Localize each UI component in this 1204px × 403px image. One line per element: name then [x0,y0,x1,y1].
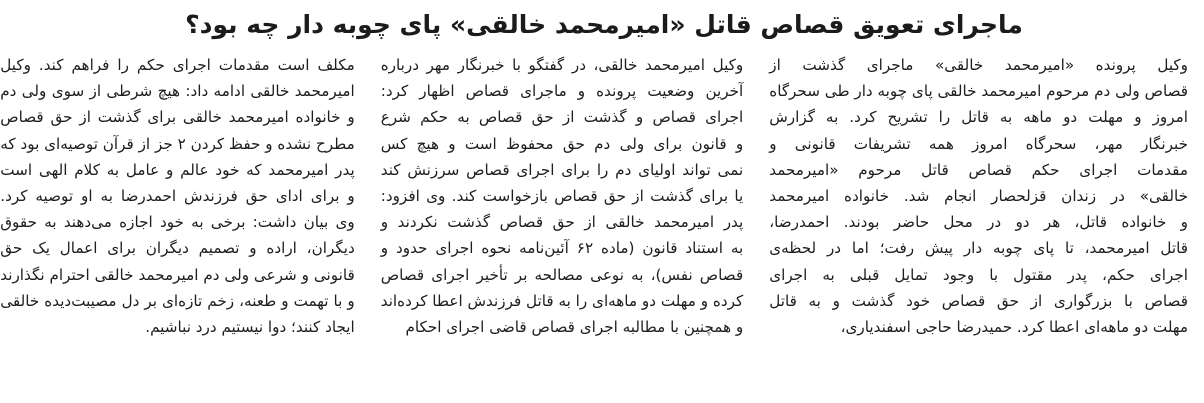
article-line: و همچنین با مطالبه اجرای قصاص قاضی اجرای احکام [405,317,744,336]
article-column-3 [0,52,354,397]
article-line: وی بیان داشت: برخی به خود اجازه می‌دهند به حقوق [0,213,355,232]
article-line: قانونی و شرعی ولی دم امیرمحمد خالقی احترام نگذارند [0,265,355,284]
article-line: مقدمات اجرای حکم قصاص قاتل مرحوم «امیرمحمد [769,160,1188,179]
article-line: امروز و مهلت دو ماهه به قاتل را تشریح کرد. به گزارش [769,108,1188,127]
article-line: و با تهمت و طعنه، زخم تازه‌ای بر دل مصیبت‌دیده خالقی [0,291,355,310]
article-line: مکلف است مقدمات اجرای حکم را فراهم کند. وکیل [0,56,355,74]
article-headline: ماجرای تعویق قصاص قاتل «امیرمحمد خالقی» پای چوبه دار چه بود؟ [185,10,1023,39]
article-line: قصاص نفس)، به نوعی مصالحه بر تأخیر اجرای قصاص [380,265,744,284]
article-column-1 [769,52,1188,397]
article-line: آخرین وضعیت پرونده و ماجرای قصاص اظهار کرد: [380,82,744,101]
article-line: کرده و مهلت دو ماهه‌ای را به قاتل فرزندش اعطا کرده‌اند [380,291,744,310]
article-line: مطرح نشده و حفظ کردن ۲ جز از قرآن توصیه‌ای بود که [0,134,355,153]
article-column-2 [381,52,744,397]
article-line: قاتل امیرمحمد، تا پای چوبه دار پیش رفت؛ اما در لحظه‌ی [769,239,1188,258]
article-line: پدر امیرمحمد که خود عالم و عامل به کلام الهی است [0,160,355,179]
article-line: دیگران، اراده و تصمیم دیگران برای اعمال یک حق [0,239,355,258]
article-line: قصاص با بزرگواری از حق قصاص خود گذشت و به قاتل [769,291,1188,310]
article-line: و برای ادای حق فرزندش احمدرضا به او توصیه کرد. [0,186,355,205]
article-line: ایجاد کنند؛ دوا نیستیم درد نباشیم. [145,317,355,336]
article-line: اجرای قصاص و گذشت از حق قصاص به حکم شرع [380,108,744,127]
article-line: وکیل امیرمحمد خالقی، در گفتگو با خبرنگار مهر درباره [380,56,744,74]
article-line: مهلت دو ماهه‌ای اعطا کرد. حمیدرضا حاجی اسفندیاری، [840,317,1188,336]
article-line: وکیل پرونده «امیرمحمد خالقی» ماجرای گذشت از [769,56,1188,74]
article-line: و قانون برای ولی دم حق محفوظ است و هیچ کس [380,134,744,153]
article-line: و خانواده قاتل، هر دو در محل حاضر بودند. احمدرضا، [769,213,1188,232]
article-line: پدر امیرمحمد خالقی از حق قصاص گذشت نکردند و [380,213,744,232]
article-line: یا برای گذشت از حق قصاص بازخواست کند. وی افزود: [380,186,744,205]
article-line: خبرنگار مهر، سحرگاه امروز همه تشریفات قانونی و [769,134,1188,153]
article-body [0,52,1188,397]
article-line: و خانواده امیرمحمد خالقی برای گذشت از حق قصاص [0,108,355,127]
article-line: امیرمحمد خالقی ادامه داد: هیچ شرطی از سوی ولی دم [0,82,355,101]
article-line: نمی تواند اولیای دم را برای اجرای قصاص سرزنش کند [380,160,744,179]
article-line: به استناد قانون (ماده ۶۲ آئین‌نامه نحوه اجرای حدود و [380,239,744,258]
article-line: اجرای حکم، پدر مقتول با وجود تمایل قبلی به اجرای [769,265,1188,284]
article-line: قصاص ولی دم مرحوم امیرمحمد خالقی پای چوبه دار طی سحرگاه [769,82,1188,101]
article-line: خالقی» در زندان قزلحصار انجام شد. خانواده امیرمحمد [769,186,1188,205]
